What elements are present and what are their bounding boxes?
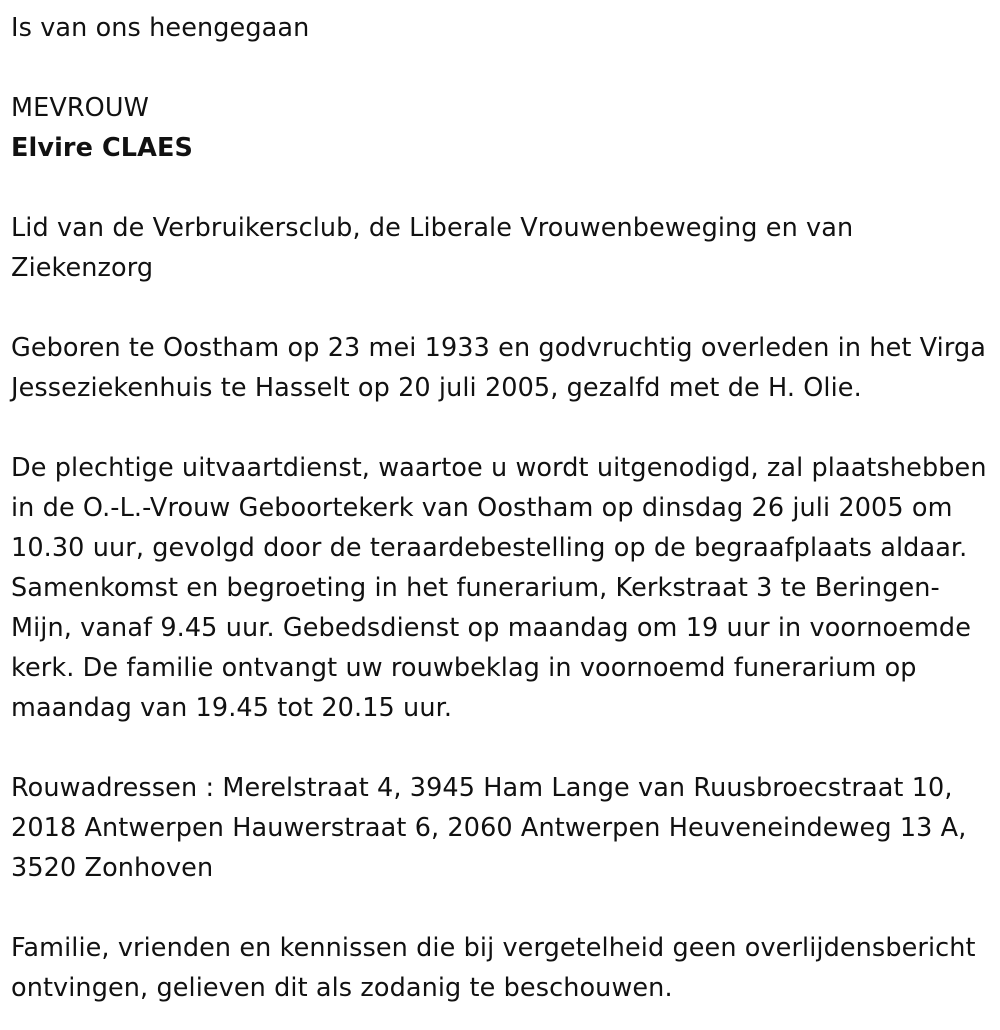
birth-death-paragraph: Geboren te Oostham op 23 mei 1933 en godvruchtig overleden in het Virga Jesseziekenhuis te Hasselt op 20 juli 2005, gezalfd met de H. Olie. (11, 333, 986, 403)
deceased-title: MEVROUW (11, 93, 149, 123)
deceased-name: Elvire CLAES (11, 133, 193, 163)
membership-paragraph: Lid van de Verbruikersclub, de Liberale Vrouwenbeweging en van Ziekenzorg (11, 213, 854, 283)
closing-paragraph: Familie, vrienden en kennissen die bij vergetelheid geen overlijdensbericht ontvingen, gelieven dit als zodanig te beschouwen. (11, 933, 976, 1003)
addresses-paragraph: Rouwadressen : Merelstraat 4, 3945 Ham Lange van Ruusbroecstraat 10, 2018 Antwerpen Hauwerstraat 6, 2060 Antwerpen Heuveneindeweg 13 A, 3520 Zonhoven (11, 773, 967, 883)
funeral-paragraph: De plechtige uitvaartdienst, waartoe u wordt uitgenodigd, zal plaatshebben in de O.-L.-Vrouw Geboortekerk van Oostham op dinsdag 26 juli 2005 om 10.30 uur, gevolgd door de teraardebestelling op de begraafplaats aldaar. Samenkomst en begroeting in het funerarium, Kerkstraat 3 te Beringen-Mijn, vanaf 9.45 uur. Gebedsdienst op maandag om 19 uur in voornoemde kerk. De familie ontvangt uw rouwbeklag in voornoemd funerarium op maandag van 19.45 tot 20.15 uur. (11, 453, 987, 723)
intro-line: Is van ons heengegaan (11, 13, 310, 43)
